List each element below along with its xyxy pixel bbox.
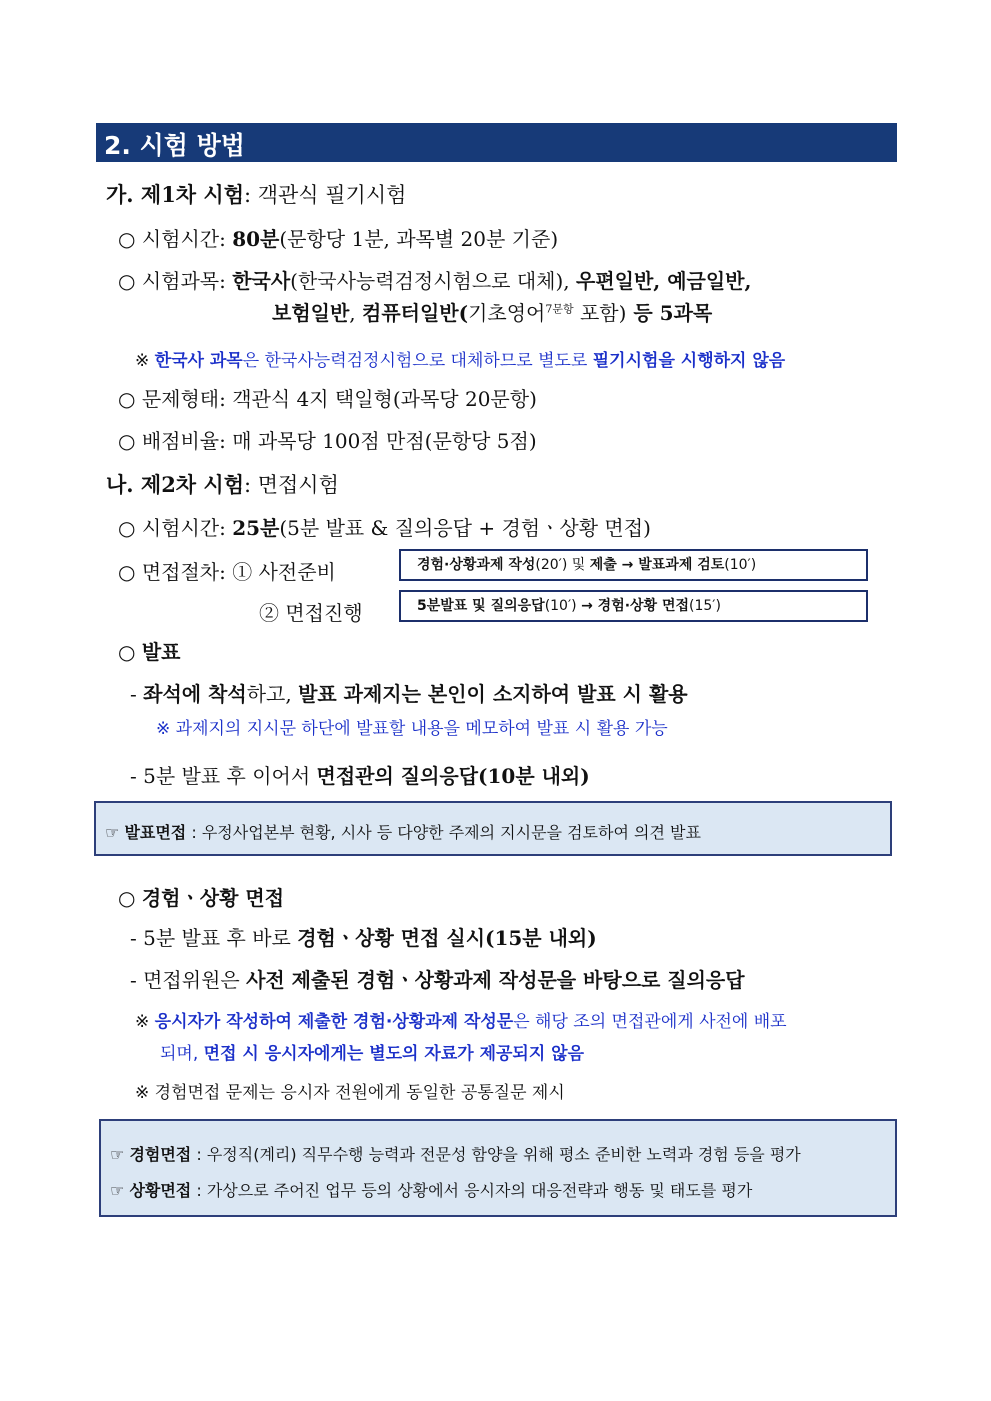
- part1-scoring: ○ 배점비율: 매 과목당 100점 만점(문항당 5점): [118, 429, 537, 453]
- experience-note1-line2: 되며, 면접 시 응시자에게는 별도의 자료가 제공되지 않음: [160, 1044, 585, 1064]
- presentation-note: ※ 과제지의 지시문 하단에 발표할 내용을 메모하여 발표 시 활용 가능: [156, 719, 668, 739]
- bullet-icon: ○: [118, 387, 136, 411]
- flow-box-interview: 5분발표 및 질의응답(10′) → 경험·상황 면접(15′): [399, 590, 868, 622]
- bullet-icon: ○: [118, 227, 136, 251]
- part1-format: ○ 문제형태: 객관식 4지 택일형(과목당 20문항): [118, 387, 537, 411]
- experience-info-row: ☞ 경험면접 : 우정직(계리) 직무수행 능력과 전문성 함양을 위해 평소 준비한 노력과 경험 등을 평가: [110, 1145, 801, 1164]
- part1-subjects-line1: ○ 시험과목: 한국사(한국사능력검정시험으로 대체), 우편일반, 예금일반,: [118, 269, 752, 293]
- part1-heading: 가. 제1차 시험: 객관식 필기시험: [106, 182, 407, 207]
- section-title: 2. 시험 방법: [104, 131, 245, 160]
- part2-time: ○ 시험시간: 25분(5분 발표 & 질의응답 + 경험ㆍ상황 면접): [118, 516, 651, 540]
- presentation-info-row: ☞ 발표면접 : 우정사업본부 현황, 시사 등 다양한 주제의 지시문을 검토하여 의견 발표: [105, 823, 701, 842]
- part2-procedure-step1: ○ 면접절차: ① 사전준비: [118, 560, 336, 584]
- flow-box-prep: 경험·상황과제 작성(20′) 및 제출 → 발표과제 검토(10′): [399, 549, 868, 581]
- bullet-icon: ○: [118, 560, 136, 584]
- part2-procedure-step2: ② 면접진행: [259, 601, 363, 625]
- section-header: [96, 123, 897, 162]
- pointing-hand-icon: ☞: [110, 1145, 130, 1164]
- bullet-icon: ○: [118, 516, 136, 540]
- experience-note1-line1: ※ 응시자가 작성하여 제출한 경험·상황과제 작성문은 해당 조의 면접관에게 사전에 배포: [135, 1012, 787, 1032]
- presentation-info-box: [94, 801, 892, 856]
- part1-subjects-line2: 보험일반, 컴퓨터일반(기초영어$^{7문항}$ 포함) 등 5과목: [272, 301, 713, 325]
- bullet-icon: ○: [118, 269, 136, 293]
- presentation-item1: - 좌석에 착석하고, 발표 과제지는 본인이 소지하여 발표 시 활용: [130, 682, 688, 706]
- part2-heading: 나. 제2차 시험: 면접시험: [106, 472, 339, 497]
- pointing-hand-icon: ☞: [110, 1181, 130, 1200]
- part1-time: ○ 시험시간: 80분(문항당 1분, 과목별 20분 기준): [118, 227, 559, 251]
- experience-item1: - 5분 발표 후 바로 경험ㆍ상황 면접 실시(15분 내외): [130, 926, 597, 950]
- situation-info-row: ☞ 상황면접 : 가상으로 주어진 업무 등의 상황에서 응시자의 대응전략과 행동 및 태도를 평가: [110, 1181, 753, 1200]
- presentation-item2: - 5분 발표 후 이어서 면접관의 질의응답(10분 내외): [130, 764, 590, 788]
- experience-item2: - 면접위원은 사전 제출된 경험ㆍ상황과제 작성문을 바탕으로 질의응답: [130, 968, 745, 992]
- experience-title: ○ 경험ㆍ상황 면접: [118, 886, 285, 910]
- experience-info-box: [99, 1119, 897, 1217]
- pointing-hand-icon: ☞: [105, 823, 125, 842]
- part1-note: ※ 한국사 과목은 한국사능력검정시험으로 대체하므로 별도로 필기시험을 시행하지 않음: [135, 351, 786, 371]
- bullet-icon: ○: [118, 886, 136, 910]
- bullet-icon: ○: [118, 429, 136, 453]
- presentation-title: ○ 발표: [118, 640, 181, 664]
- bullet-icon: ○: [118, 640, 136, 664]
- experience-note2: ※ 경험면접 문제는 응시자 전원에게 동일한 공통질문 제시: [135, 1083, 565, 1103]
